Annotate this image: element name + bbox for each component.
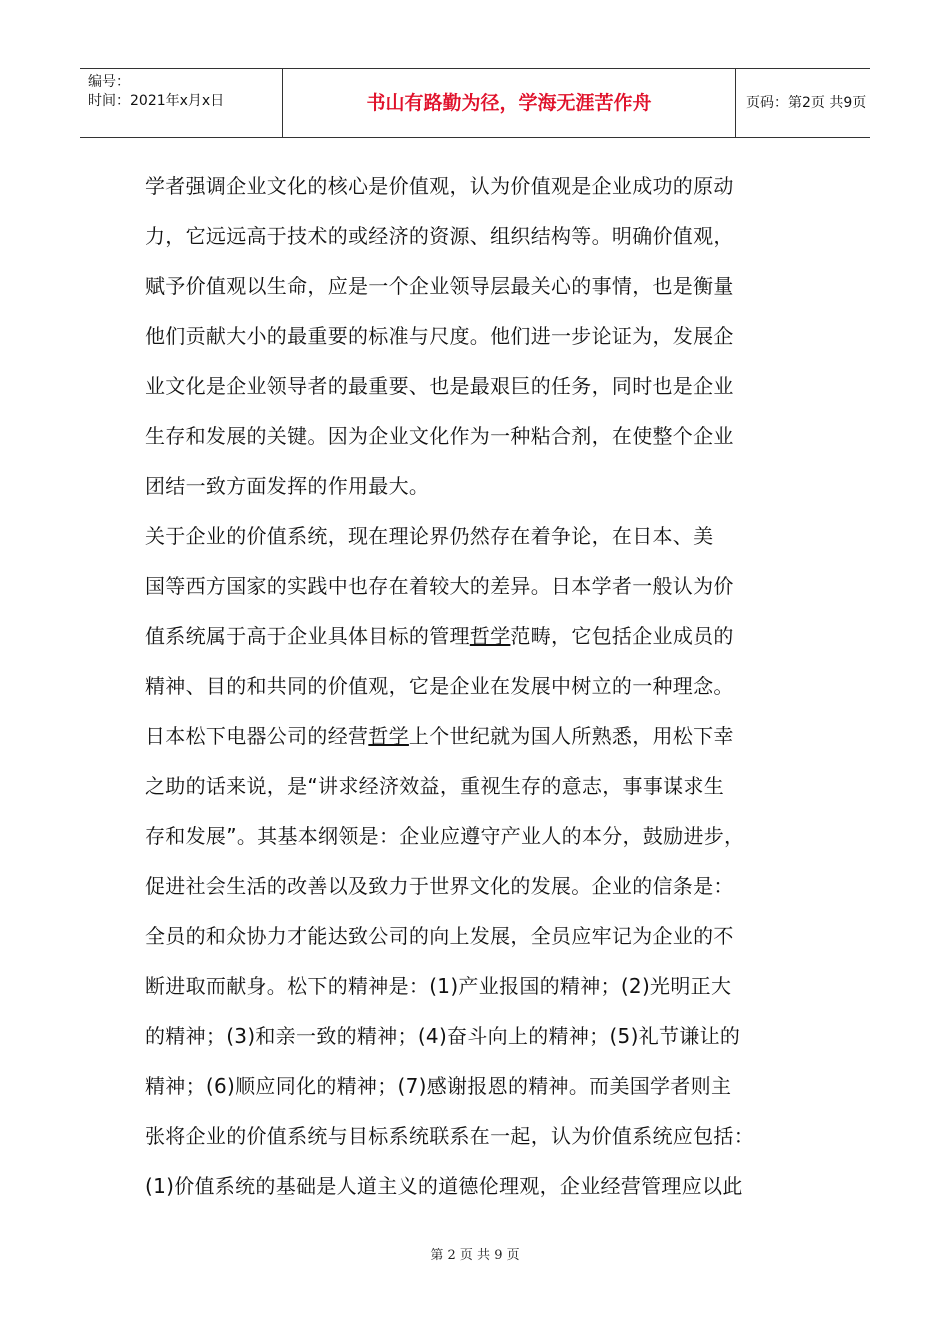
document-number-label: 编号： [88, 74, 130, 90]
line-text: 范畴，它包括企业成员的 [510, 624, 734, 648]
body-line [145, 622, 734, 650]
body-line: 团结一致方面发挥的作用最大。 [145, 474, 430, 498]
body-line: 赋予价值观以生命，应是一个企业领导层最关心的事情，也是衡量 [145, 274, 734, 298]
body-line: 关于企业的价值系统，现在理论界仍然存在着争论，在日本、美 [145, 524, 714, 548]
body-line: 促进社会生活的改善以及致力于世界文化的发展。企业的信条是： [145, 874, 734, 898]
body-line: 存和发展”。其基本纲领是：企业应遵守产业人的本分，鼓励进步， [145, 824, 745, 848]
page-footer: 第 2 页 共 9 页 [430, 1248, 520, 1263]
body-line: 学者强调企业文化的核心是价值观，认为价值观是企业成功的原动 [145, 174, 734, 198]
body-line: 精神、目的和共同的价值观，它是企业在发展中树立的一种理念。 [145, 674, 734, 698]
body-line: 全员的和众协力才能达致公司的向上发展，全员应牢记为企业的不 [145, 924, 734, 948]
body-line: 精神；(6)顺应同化的精神；(7)感谢报恩的精神。而美国学者则主 [145, 1074, 732, 1098]
philosophy-link[interactable]: 哲学 [368, 724, 409, 748]
body-line: 力，它远远高于技术的或经济的资源、组织结构等。明确价值观， [145, 224, 734, 248]
body-line: 之助的话来说，是“讲求经济效益，重视生存的意志，事事谋求生 [145, 774, 725, 798]
line-text: 值系统属于高于企业具体目标的管理 [145, 624, 470, 648]
header-motto-cell [283, 69, 736, 137]
philosophy-link[interactable]: 哲学 [469, 624, 511, 648]
header-meta-cell [80, 69, 283, 137]
body-line [145, 722, 734, 750]
body-line: 国等西方国家的实践中也存在着较大的差异。日本学者一般认为价 [145, 574, 734, 598]
header-page-info: 页码：第2页 共9页 [746, 95, 867, 111]
line-text: 上个世纪就为国人所熟悉，用松下幸 [408, 724, 734, 748]
document-date-label: 时间：2021年x月x日 [88, 93, 225, 109]
body-line: (1)价值系统的基础是人道主义的道德伦理观，企业经营管理应以此 [145, 1174, 743, 1198]
header-motto: 书山有路勤为径，学海无涯苦作舟 [366, 92, 652, 114]
document-header [80, 68, 870, 138]
body-line: 生存和发展的关键。因为企业文化作为一种粘合剂，在使整个企业 [145, 424, 734, 448]
body-line: 他们贡献大小的最重要的标准与尺度。他们进一步论证为，发展企 [145, 324, 734, 348]
header-page-cell [736, 69, 870, 137]
body-line: 断进取而献身。松下的精神是：(1)产业报国的精神；(2)光明正大 [145, 974, 732, 998]
body-line: 张将企业的价值系统与目标系统联系在一起，认为价值系统应包括： [145, 1124, 754, 1148]
line-text: 日本松下电器公司的经营 [145, 724, 369, 748]
body-line: 业文化是企业领导者的最重要、也是最艰巨的任务，同时也是企业 [145, 374, 734, 398]
body-line: 的精神；(3)和亲一致的精神；(4)奋斗向上的精神；(5)礼节谦让的 [145, 1024, 741, 1048]
